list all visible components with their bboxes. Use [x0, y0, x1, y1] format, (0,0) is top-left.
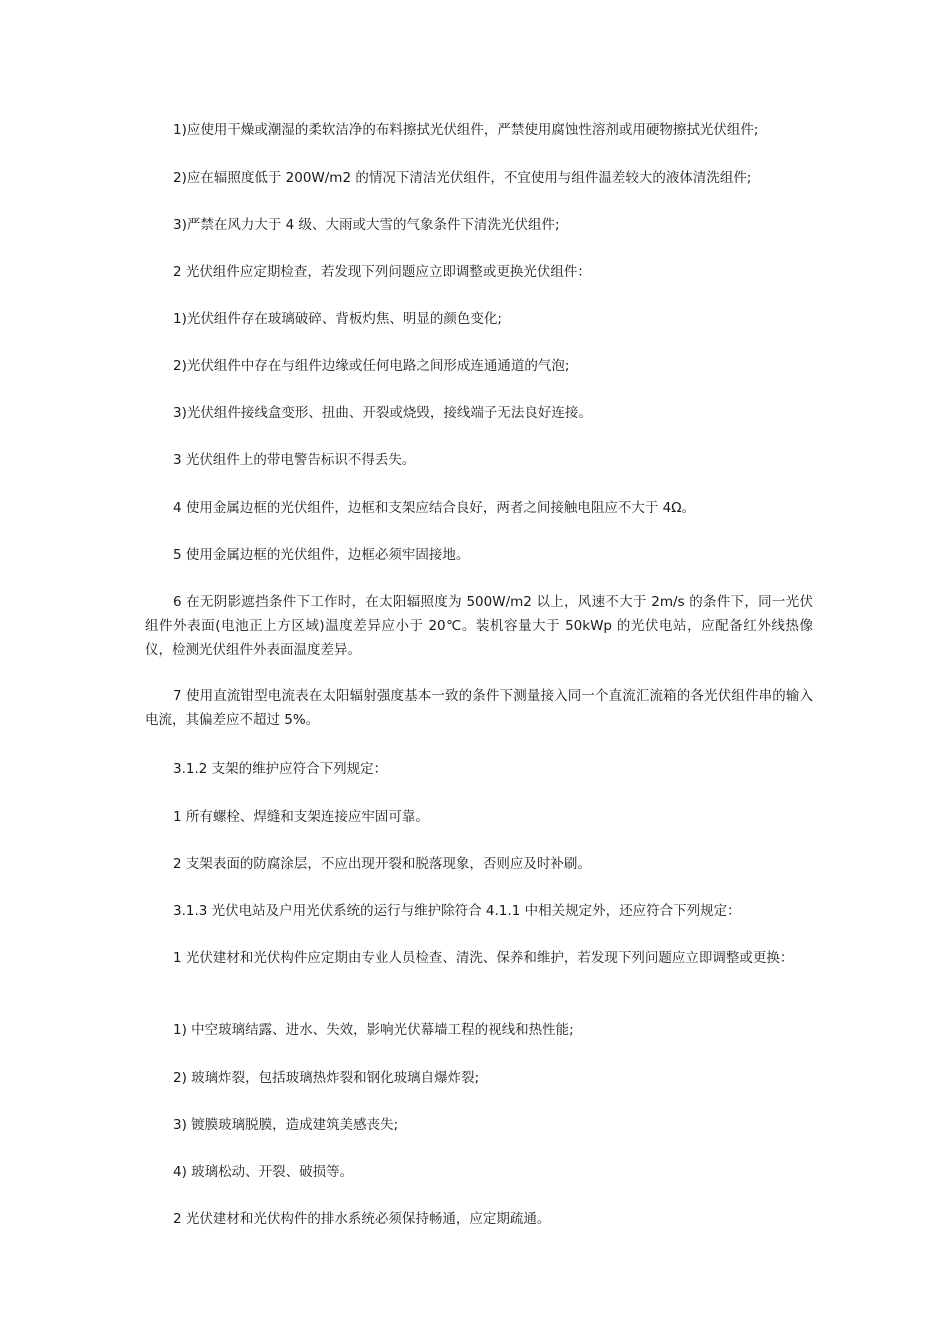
paragraph-17: 1 光伏建材和光伏构件应定期由专业人员检查、清洗、保养和维护，若发现下列问题应立即调整或更换：	[173, 950, 794, 966]
paragraph-3: 3)严禁在风力大于 4 级、大雨或大雪的气象条件下清洗光伏组件;	[173, 217, 560, 233]
paragraph-15: 2 支架表面的防腐涂层，不应出现开裂和脱落现象，否则应及时补刷。	[173, 856, 591, 872]
paragraph-13: 3.1.2 支架的维护应符合下列规定：	[173, 761, 388, 777]
paragraph-7: 3)光伏组件接线盒变形、扭曲、开裂或烧毁，接线端子无法良好连接。	[173, 405, 592, 421]
paragraph-2: 2)应在辐照度低于 200W/m2 的情况下清洁光伏组件，不宜使用与组件温差较大的液体清洗组件;	[173, 170, 752, 186]
paragraph-18: 1) 中空玻璃结露、进水、失效，影响光伏幕墙工程的视线和热性能;	[173, 1022, 574, 1038]
paragraph-12: 7 使用直流钳型电流表在太阳辐射强度基本一致的条件下测量接入同一个直流汇流箱的各光伏组件串的输入电流，其偏差应不超过 5%。	[145, 688, 813, 728]
paragraph-20: 3) 镀膜玻璃脱膜，造成建筑美感丧失;	[173, 1117, 399, 1133]
paragraph-1: 1)应使用干燥或潮湿的柔软洁净的布料擦拭光伏组件，严禁使用腐蚀性溶剂或用硬物擦拭光伏组件;	[173, 122, 759, 138]
paragraph-4: 2 光伏组件应定期检查，若发现下列问题应立即调整或更换光伏组件：	[173, 264, 591, 280]
paragraph-8: 3 光伏组件上的带电警告标识不得丢失。	[173, 452, 416, 468]
paragraph-22: 2 光伏建材和光伏构件的排水系统必须保持畅通，应定期疏通。	[173, 1211, 551, 1227]
paragraph-21: 4) 玻璃松动、开裂、破损等。	[173, 1164, 354, 1180]
paragraph-16: 3.1.3 光伏电站及户用光伏系统的运行与维护除符合 4.1.1 中相关规定外，还应符合下列规定：	[173, 903, 741, 919]
paragraph-14: 1 所有螺栓、焊缝和支架连接应牢固可靠。	[173, 809, 429, 825]
paragraph-19: 2) 玻璃炸裂，包括玻璃热炸裂和钢化玻璃自爆炸裂;	[173, 1070, 480, 1086]
paragraph-11: 6 在无阴影遮挡条件下工作时，在太阳辐照度为 500W/m2 以上，风速不大于 2m/s 的条件下，同一光伏组件外表面(电池正上方区域)温度差异应小于 20℃。装机容量大于 50kWp 的光伏电站，应配备红外线热像仪，检测光伏组件外表面温度差异。	[145, 594, 813, 658]
paragraph-5: 1)光伏组件存在玻璃破碎、背板灼焦、明显的颜色变化;	[173, 311, 502, 327]
paragraph-10: 5 使用金属边框的光伏组件，边框必须牢固接地。	[173, 547, 470, 563]
paragraph-6: 2)光伏组件中存在与组件边缘或任何电路之间形成连通通道的气泡;	[173, 358, 570, 374]
paragraph-9: 4 使用金属边框的光伏组件，边框和支架应结合良好，两者之间接触电阻应不大于 4Ω。	[173, 500, 696, 516]
